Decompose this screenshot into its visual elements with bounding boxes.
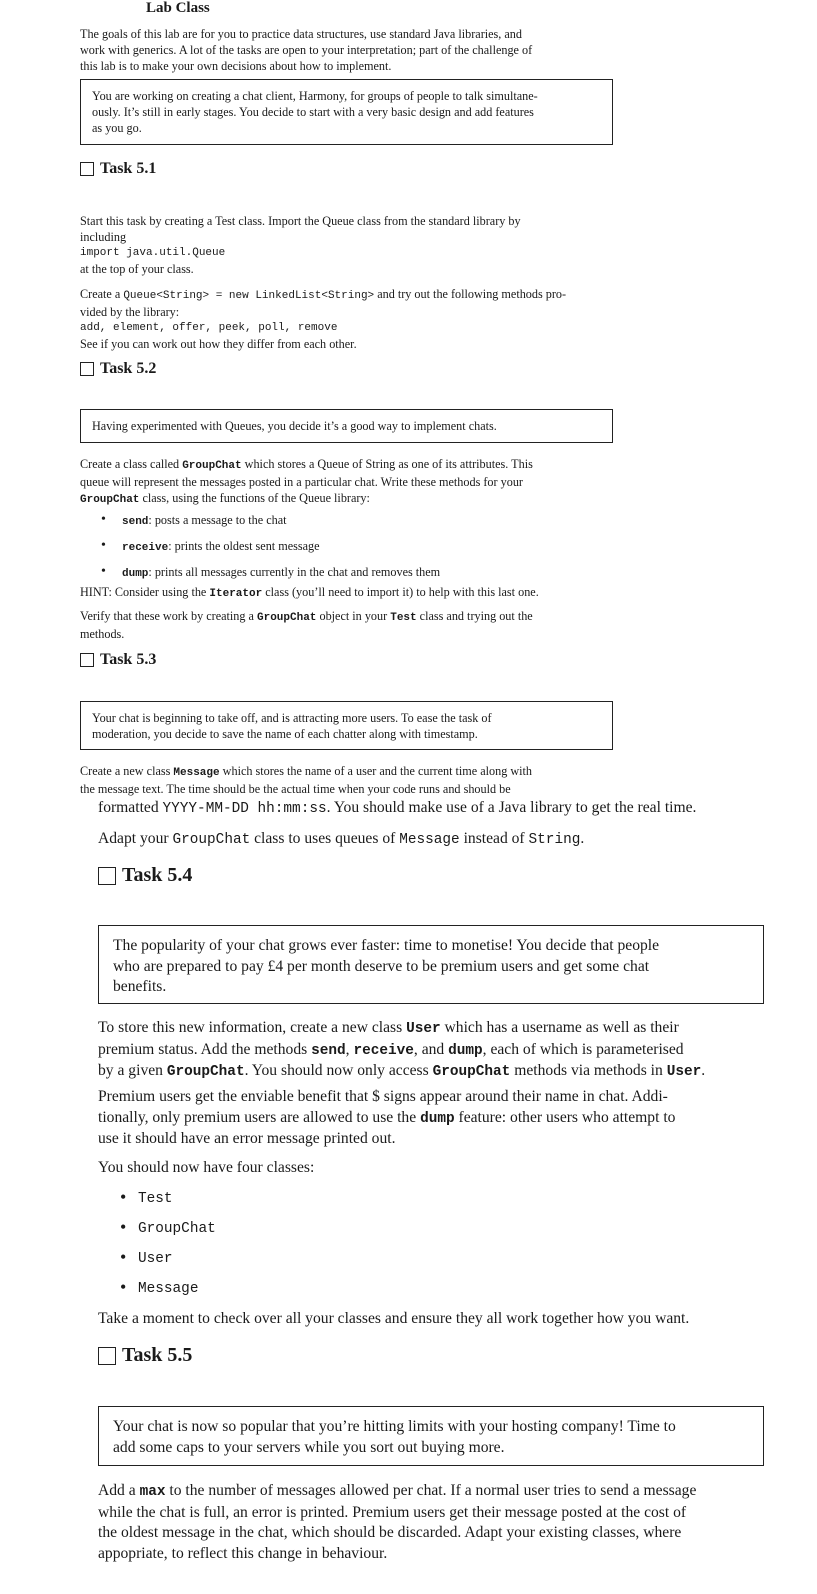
task4-check-line — [98, 1309, 808, 1330]
code-span: dump — [122, 568, 149, 580]
hint-line — [80, 584, 620, 602]
text-line: appopriate, to reflect this change in behaviour. — [98, 1544, 388, 1562]
box-text: Having experimented with Queues, you decide it’s a good way to implement chats. — [92, 419, 497, 433]
task4-premium-paragraph — [98, 1087, 798, 1150]
text-line: while the chat is full, an error is printed. Premium users get their message posted at the cost of — [98, 1503, 687, 1521]
text-span: Adapt your — [98, 830, 173, 847]
text-span: to the number of messages allowed per chat. If a normal user tries to send a message — [165, 1482, 697, 1499]
text-span: and try out the following methods pro- — [374, 287, 567, 301]
box-text: Your chat is now so popular that you’re hitting limits with your hosting company! Time to — [113, 1418, 676, 1435]
code-span: GroupChat — [80, 494, 140, 506]
text-span: formatted — [98, 799, 163, 816]
text-span: feature: other users who attempt to — [454, 1108, 676, 1126]
task-checkbox[interactable] — [98, 867, 116, 885]
text-line — [80, 490, 620, 508]
list-item — [120, 1278, 520, 1308]
intro-line: this lab is to make your own decisions about how to implement. — [80, 59, 392, 73]
box-text: add some caps to your servers while you sort out buying more. — [113, 1438, 505, 1456]
task-title: Task 5.2 — [100, 360, 157, 377]
intro-box-line: You are working on creating a chat client, Harmony, for groups of people to talk simultane- — [92, 89, 538, 103]
text-span: Verify that these work by creating a — [80, 609, 257, 623]
text-line — [80, 608, 620, 626]
task-checkbox[interactable] — [98, 1347, 116, 1365]
text-line: Premium users get the enviable benefit that $ signs appear around their name in chat. Addi- — [98, 1088, 668, 1105]
code-span: GroupChat — [257, 612, 317, 624]
page-title: Lab Class — [146, 0, 210, 16]
text-span: , each of which is parameterised — [482, 1040, 684, 1058]
text-span: class and trying out the — [416, 609, 533, 623]
text-span: which stores a Queue of String as one of its attributes. This — [241, 457, 533, 471]
text-line — [98, 829, 798, 851]
code-span: dump — [448, 1042, 483, 1059]
task4-classes-intro — [98, 1158, 798, 1179]
code-span: String — [528, 832, 581, 848]
task4-box — [98, 925, 764, 1004]
task-checkbox[interactable] — [80, 362, 94, 376]
text-span: HINT: Consider using the — [80, 585, 210, 599]
code-span: send — [311, 1042, 346, 1059]
text-span: premium status. Add the methods — [98, 1040, 312, 1058]
list-item — [120, 1218, 520, 1248]
text-line — [80, 286, 620, 304]
text-line: You should now have four classes: — [98, 1159, 315, 1176]
code-span: dump — [420, 1110, 455, 1127]
text-span: . — [701, 1062, 706, 1079]
code-span: GroupChat — [432, 1064, 511, 1080]
task-title: Task 5.4 — [122, 864, 193, 886]
task3-paragraph-cont — [98, 798, 798, 820]
text-line — [98, 798, 798, 820]
text-line: queue will represent the messages posted in a particular chat. Write these methods for your — [80, 475, 523, 489]
text-line: including — [80, 230, 127, 244]
code-span: Test — [390, 612, 417, 624]
text-span: Create a — [80, 287, 124, 301]
box-text: Your chat is beginning to take off, and is attracting more users. To ease the task of — [92, 711, 492, 725]
text-line — [80, 456, 620, 474]
task2-method-list — [101, 512, 621, 590]
text-line: vided by the library: — [80, 305, 180, 319]
text-line: methods. — [80, 627, 125, 641]
text-span: object in your — [316, 609, 391, 623]
text-span: , — [345, 1040, 354, 1058]
text-span: To store this new information, create a new class — [98, 1019, 407, 1036]
text-line — [80, 584, 620, 602]
text-span: : prints the oldest sent message — [168, 539, 320, 553]
code-line: import java.util.Queue — [80, 247, 226, 259]
list-item — [120, 1188, 520, 1218]
task3-box — [80, 701, 613, 750]
code-span: Test — [138, 1191, 173, 1207]
text-span: . You should make use of a Java library to get the real time. — [326, 799, 697, 816]
code-span: User — [666, 1064, 702, 1080]
text-span: Create a new class — [80, 764, 174, 778]
code-span: User — [406, 1021, 441, 1037]
box-text: The popularity of your chat grows ever faster: time to monetise! You decide that people — [113, 937, 660, 954]
task2-paragraph — [80, 456, 620, 508]
text-line — [98, 1108, 798, 1130]
text-span: . — [580, 830, 585, 847]
task-checkbox[interactable] — [80, 162, 94, 176]
text-span: : posts a message to the chat — [148, 513, 287, 527]
code-span: max — [139, 1484, 166, 1500]
text-span: . You should now only access — [244, 1062, 433, 1079]
list-item — [101, 538, 621, 556]
task5-box — [98, 1406, 764, 1466]
intro-box-line: as you go. — [92, 121, 142, 135]
task-title: Task 5.5 — [122, 1344, 193, 1366]
code-span: Message — [138, 1281, 199, 1297]
text-span: class, using the functions of the Queue library: — [139, 491, 370, 505]
task3-paragraph — [80, 763, 620, 797]
text-line: at the top of your class. — [80, 262, 194, 276]
text-line: Start this task by creating a Test class. Import the Queue class from the standard library by — [80, 214, 521, 228]
text-line — [98, 1018, 798, 1040]
text-line: use it should have an error message printed out. — [98, 1130, 396, 1147]
list-item — [120, 1248, 520, 1278]
text-span: which has a username as well as their — [440, 1019, 679, 1036]
task-title: Task 5.3 — [100, 651, 157, 668]
task1-paragraph — [80, 213, 620, 277]
task4-paragraph — [98, 1018, 798, 1083]
classes-list — [120, 1188, 520, 1308]
code-span: Queue<String> = new LinkedList<String> — [123, 290, 375, 302]
text-line: See if you can work out how they differ from each other. — [80, 337, 357, 351]
text-span: instead of — [459, 830, 529, 847]
code-span: GroupChat — [166, 1064, 245, 1080]
task5-paragraph — [98, 1481, 798, 1564]
text-line — [80, 763, 620, 781]
text-span: class to uses queues of — [250, 830, 400, 847]
text-span: Add a — [98, 1482, 140, 1499]
code-span: Iterator — [209, 588, 263, 600]
box-text: benefits. — [113, 978, 167, 995]
task-heading — [98, 864, 192, 887]
intro-paragraph — [80, 26, 620, 74]
code-span: Message — [399, 832, 460, 848]
text-line — [98, 1061, 798, 1083]
text-span: which stores the name of a user and the current time along with — [219, 764, 533, 778]
task1-paragraph-2 — [80, 286, 620, 352]
text-line — [98, 1040, 798, 1062]
text-line — [98, 1481, 798, 1503]
code-span: GroupChat — [138, 1221, 216, 1237]
text-span: tionally, only premium users are allowed to use the — [98, 1108, 421, 1126]
code-span: GroupChat — [182, 460, 242, 472]
text-line: Take a moment to check over all your classes and ensure they all work together how you want. — [98, 1310, 690, 1327]
intro-line: work with generics. A lot of the tasks are open to your interpretation; part of the challenge of — [80, 43, 533, 57]
text-line: the message text. The time should be the actual time when your code runs and should be — [80, 782, 511, 796]
task-heading — [98, 1344, 192, 1367]
text-span: by a given — [98, 1062, 167, 1079]
code-span: receive — [353, 1042, 414, 1059]
task3-adapt-line — [98, 829, 798, 851]
code-span: YYYY-MM-DD hh:mm:ss — [162, 801, 327, 817]
text-span: methods via methods in — [510, 1062, 667, 1079]
code-span: GroupChat — [172, 832, 251, 848]
list-item — [101, 512, 621, 530]
code-span: Message — [173, 767, 220, 779]
task-heading — [80, 360, 156, 378]
text-span: : prints all messages currently in the chat and removes them — [148, 565, 441, 579]
task-heading — [80, 160, 156, 178]
intro-box — [80, 79, 613, 145]
text-span: , and — [413, 1040, 449, 1058]
intro-line: The goals of this lab are for you to practice data structures, use standard Java libraries, and — [80, 27, 522, 41]
code-line: add, element, offer, peek, poll, remove — [80, 322, 338, 334]
text-span: Create a class called — [80, 457, 183, 471]
code-span: receive — [122, 542, 169, 554]
code-span: send — [122, 516, 149, 528]
list-item — [101, 564, 621, 582]
box-text: who are prepared to pay £4 per month deserve to be premium users and get some chat — [113, 957, 650, 975]
text-line: the oldest message in the chat, which should be discarded. Adapt your existing classes, where — [98, 1524, 682, 1541]
box-text: moderation, you decide to save the name of each chatter along with timestamp. — [92, 727, 478, 741]
task2-box — [80, 409, 613, 443]
verify-paragraph — [80, 608, 620, 642]
intro-box-line: ously. It’s still in early stages. You decide to start with a very basic design and add features — [92, 105, 534, 119]
task-checkbox[interactable] — [80, 653, 94, 667]
task-heading — [80, 651, 156, 669]
task-title: Task 5.1 — [100, 160, 157, 177]
code-span: User — [138, 1251, 173, 1267]
text-span: class (you’ll need to import it) to help with this last one. — [262, 585, 539, 599]
